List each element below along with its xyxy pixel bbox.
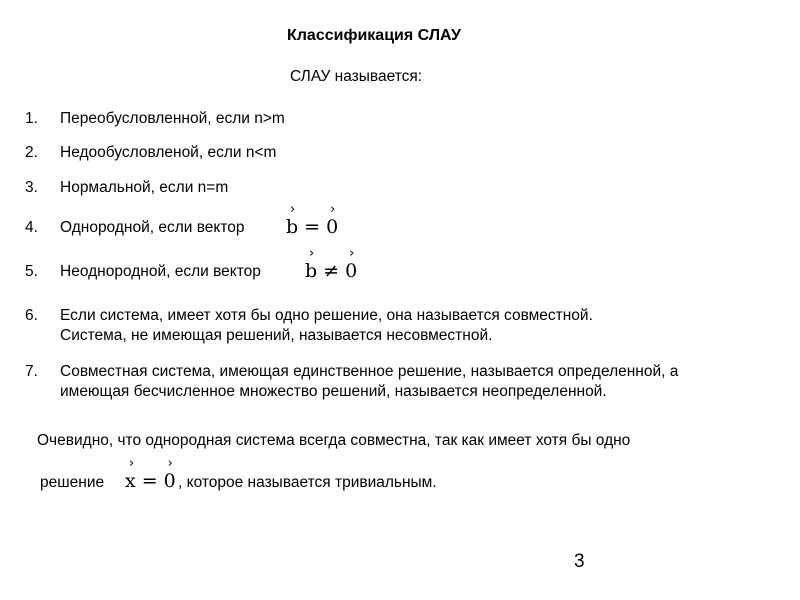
- item-text: Неоднородной, если вектор: [60, 263, 261, 280]
- formula-b-not-equals-zero: [305, 246, 358, 282]
- vector-arrow-icon: ›: [330, 202, 336, 217]
- item-text: Нормальной, если n=m: [60, 179, 229, 196]
- vector-arrow-icon: ›: [290, 202, 296, 217]
- formula-lhs: › x: [125, 456, 136, 492]
- formula-operator: =: [304, 216, 321, 238]
- page-number: 3: [574, 551, 585, 572]
- item-number: 2.: [25, 144, 38, 161]
- item-number: 1.: [25, 110, 38, 127]
- vector-arrow-icon: ›: [309, 246, 315, 261]
- item-number: 7.: [25, 363, 38, 380]
- formula-rhs: › 0: [345, 246, 358, 282]
- slide-title: Классификация СЛАУ: [287, 27, 461, 44]
- item-text-line-2: имеющая бесчисленное множество решений, называется неопределенной.: [60, 383, 607, 400]
- item-text-line-2: Система, не имеющая решений, называется несовместной.: [60, 327, 493, 344]
- formula-rhs: › 0: [326, 202, 339, 238]
- slide-subtitle: СЛАУ называется:: [290, 68, 423, 85]
- formula-lhs: › b: [286, 202, 299, 238]
- formula-operator: ≠: [323, 260, 340, 282]
- vector-arrow-icon: ›: [129, 456, 135, 471]
- item-number: 3.: [25, 179, 38, 196]
- formula-operator: =: [141, 470, 158, 492]
- vector-arrow-icon: ›: [167, 456, 173, 471]
- item-text-line-1: Совместная система, имеющая единственное решение, называется определенной, а: [60, 363, 679, 380]
- note-line-2-after: , которое называется тривиальным.: [178, 474, 437, 491]
- formula-b-equals-zero: [286, 202, 339, 238]
- formula-lhs: › b: [305, 246, 318, 282]
- item-text-line-1: Если система, имеет хотя бы одно решение, она называется совместной.: [60, 307, 593, 324]
- item-text: Переобусловленной, если n>m: [60, 110, 285, 127]
- note-line-2-before: решение: [40, 474, 105, 491]
- formula-x-equals-zero: [125, 456, 176, 492]
- item-text: Однородной, если вектор: [60, 219, 245, 236]
- note-line-1: Очевидно, что однородная система всегда совместна, так как имеет хотя бы одно: [37, 432, 631, 449]
- formula-rhs: › 0: [163, 456, 176, 492]
- item-number: 5.: [25, 263, 38, 280]
- item-number: 6.: [25, 307, 38, 324]
- item-text: Недообусловленой, если n<m: [60, 144, 277, 161]
- item-number: 4.: [25, 219, 38, 236]
- vector-arrow-icon: ›: [349, 246, 355, 261]
